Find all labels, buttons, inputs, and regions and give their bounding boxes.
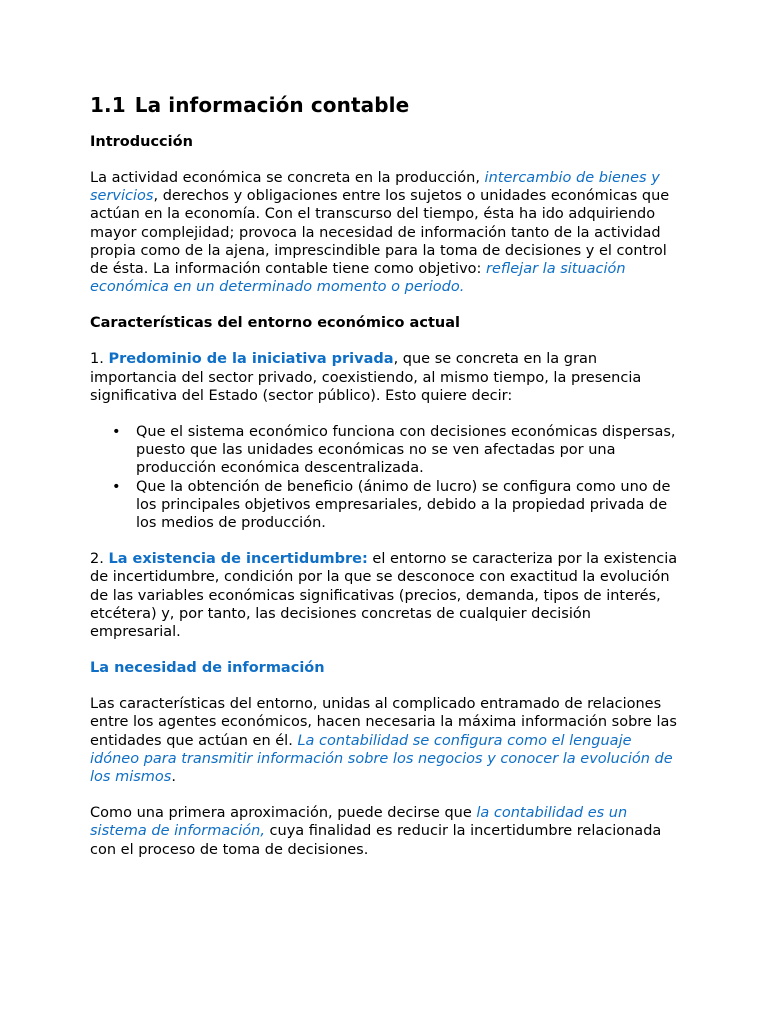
closing-text-1: Como una primera aproximación, puede decirse que — [90, 805, 477, 822]
need-text-2: . — [171, 769, 176, 786]
bullet-icon: • — [112, 478, 121, 495]
intro-link-goods-services[interactable]: intercambio de bienes y servicios — [90, 170, 660, 205]
item1-link-private-initiative[interactable]: Predominio de la iniciativa privada — [108, 351, 394, 368]
item2-number: 2. — [90, 551, 109, 568]
bullet-icon: • — [112, 424, 121, 441]
list-item-text: Que el sistema económico funciona con decisiones económicas dispersas, puesto que las unidades económicas no se ven afectadas por una producción económica descentralizada. — [136, 424, 676, 477]
intro-text-1: La actividad económica se concreta en la producción, — [90, 170, 485, 186]
characteristics-bullet-list — [90, 423, 678, 532]
item1-number: 1. — [90, 351, 109, 368]
intro-heading: Introducción — [90, 134, 193, 150]
item2-text: el entorno se caracteriza por la existencia de incertidumbre, condición por la que se desconoce con exactitud la evolución de las variables económicas significativas (precios, demanda, tipos de interés, etcétera) y, por tanto, las decisiones concretas de cualquier decisión empresarial. — [90, 551, 678, 641]
characteristics-heading: Características del entorno económico actual — [90, 315, 460, 332]
item1-text: , que se concreta en la gran importancia del sector privado, coexistiendo, al mismo tiempo, la presencia significativa del Estado (sector público). Esto quiere decir: — [90, 351, 642, 404]
need-text-1: Las características del entorno, unidas al complicado entramado de relaciones entre los agentes económicos, hacen necesaria la máxima información sobre las entidades que actúan en él. — [90, 696, 677, 749]
item2-link-uncertainty[interactable]: La existencia de incertidumbre: — [108, 551, 368, 568]
closing-text-2: cuya finalidad es reducir la incertidumbre relacionada con el proceso de toma de decisiones. — [90, 823, 662, 858]
need-link-accounting-language[interactable]: La contabilidad se configura como el lenguaje idóneo para transmitir información sobre los negocios y conocer la evolución de los mismos — [90, 732, 673, 786]
closing-paragraph — [90, 804, 678, 859]
page-title — [90, 91, 678, 119]
intro-paragraph — [90, 169, 678, 296]
item2-paragraph — [90, 550, 678, 641]
information-need-heading[interactable]: La necesidad de información — [90, 660, 325, 677]
closing-link-information-system[interactable]: la contabilidad es un sistema de información, — [90, 805, 628, 840]
intro-text-2: , derechos y obligaciones entre los sujetos o unidades económicas que actúan en la economía. Con el transcurso del tiempo, ésta ha ido adquiriendo mayor complejidad; provoca la necesidad de información tanto de la actividad propia como de la ajena, imprescindible para la toma de decisiones y el control de ésta. La información contable tiene como objetivo: — [90, 188, 670, 278]
intro-link-objective[interactable]: reflejar la situación económica en un determinado momento o periodo. — [90, 261, 626, 296]
information-need-paragraph — [90, 695, 678, 786]
section-number: 1.1 — [90, 93, 126, 117]
item1-paragraph — [90, 350, 678, 405]
list-item-text: Que la obtención de beneficio (ánimo de lucro) se configura como uno de los principales objetivos empresariales, debido a la propiedad privada de los medios de producción. — [136, 478, 671, 532]
section-title: La información contable — [134, 93, 410, 117]
list-item — [112, 423, 678, 478]
list-item — [112, 478, 678, 533]
